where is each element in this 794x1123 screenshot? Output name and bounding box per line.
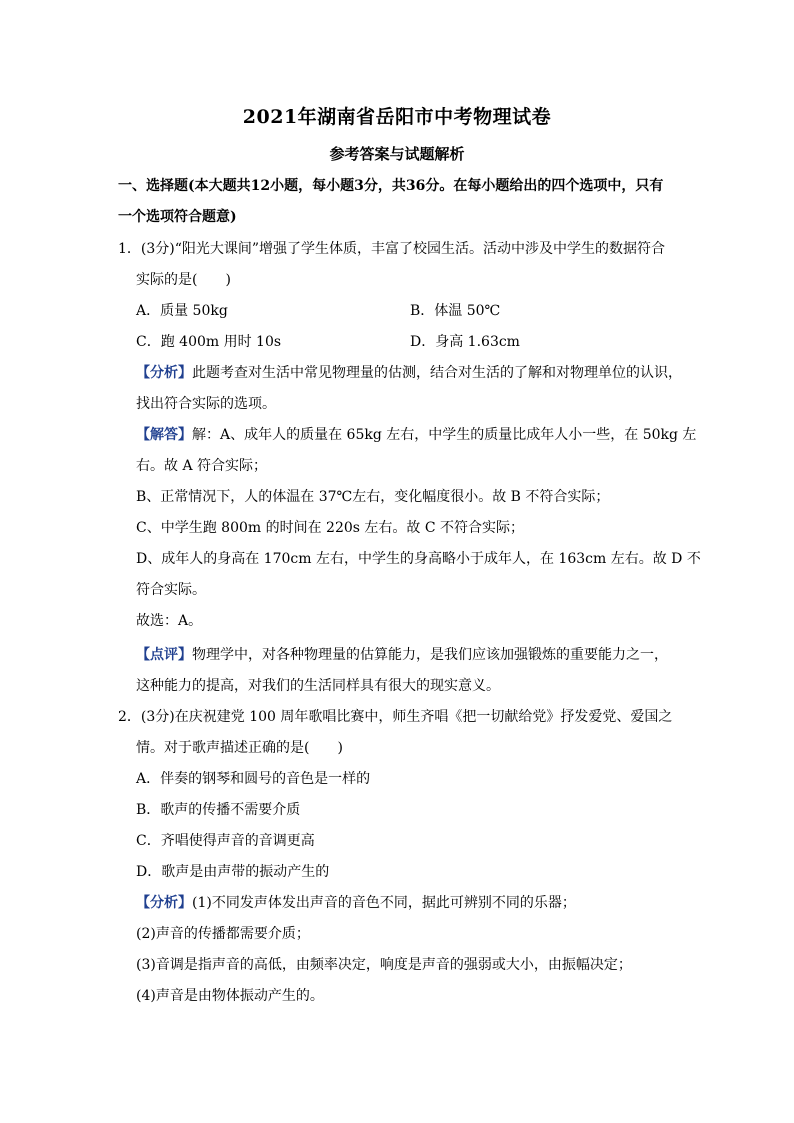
- q2-option-b: B．歌声的传播不需要介质: [136, 802, 301, 818]
- q1-option-d: D．身高 1.63cm: [410, 334, 520, 350]
- q1-stem-cont: 实际的是( ): [136, 272, 231, 288]
- q1-option-c: C．跑 400m 用时 10s: [136, 334, 282, 350]
- page-subtitle: 参考答案与试题解析: [329, 145, 465, 163]
- page-title: 2021年湖南省岳阳市中考物理试卷: [242, 106, 552, 128]
- q1-answer-line2: 右。故 A 符合实际；: [136, 458, 268, 474]
- q1-comment-cont: 这种能力的提高，对我们的生活同样具有很大的现实意义。: [136, 678, 500, 694]
- q1-analysis: [136, 363, 696, 383]
- q1-option-b: B．体温 50℃: [410, 303, 501, 319]
- q2-analysis-line3: (3)音调是指声音的高低，由频率决定，响度是声音的强弱或大小，由振幅决定；: [136, 957, 632, 973]
- q2-option-c: C．齐唱使得声音的音调更高: [136, 833, 315, 849]
- q1-analysis-cont: 找出符合实际的选项。: [136, 396, 276, 412]
- q2-analysis-text: (1)不同发声体发出声音的音色不同，据此可辨别不同的乐器；: [192, 895, 576, 911]
- q1-answer-line3: B、正常情况下，人的体温在 37℃左右，变化幅度很小。故 B 不符合实际；: [136, 489, 610, 505]
- q1-answer-line4: C、中学生跑 800m 的时间在 220s 左右。故 C 不符合实际；: [136, 520, 525, 536]
- q1-answer: [136, 425, 696, 445]
- analysis-tag: 【分析】: [136, 365, 192, 381]
- comment-tag: 【点评】: [136, 647, 192, 663]
- q2-analysis: [136, 893, 696, 913]
- section-heading: 一、选择题(本大题共12小题，每小题3分，共36分。在每小题给出的四个选项中，只有: [118, 178, 664, 194]
- q1-analysis-text: 此题考查对生活中常见物理量的估测，结合对生活的了解和对物理单位的认识，: [192, 365, 682, 381]
- q2-analysis-line2: (2)声音的传播都需要介质；: [136, 926, 310, 942]
- q1-comment: [136, 645, 696, 665]
- q1-answer-text: 解：A、成年人的质量在 65kg 左右，中学生的质量比成年人小一些，在 50kg 左: [192, 427, 697, 443]
- answer-tag: 【解答】: [136, 427, 192, 443]
- q1-option-a: A．质量 50kg: [136, 303, 228, 319]
- q2-stem-cont: 情。对于歌声描述正确的是( ): [136, 740, 343, 756]
- q1-choice: 故选：A。: [136, 613, 203, 629]
- analysis-tag: 【分析】: [136, 895, 192, 911]
- section-heading-cont: 一个选项符合题意): [118, 209, 237, 225]
- q2-analysis-line4: (4)声音是由物体振动产生的。: [136, 988, 324, 1004]
- q1-answer-line6: 符合实际。: [136, 582, 206, 598]
- q2-option-d: D．歌声是由声带的振动产生的: [136, 864, 330, 880]
- q1-stem: 1．(3分)“阳光大课间”增强了学生体质，丰富了校园生活。活动中涉及中学生的数据符合: [118, 241, 666, 257]
- q2-option-a: A．伴奏的钢琴和圆号的音色是一样的: [136, 771, 371, 787]
- q2-stem: 2．(3分)在庆祝建党 100 周年歌唱比赛中，师生齐唱《把一切献给党》抒发爱党、爱国之: [118, 709, 673, 725]
- q1-comment-text: 物理学中，对各种物理量的估算能力，是我们应该加强锻炼的重要能力之一，: [192, 647, 668, 663]
- q1-answer-line5: D、成年人的身高在 170cm 左右，中学生的身高略小于成年人，在 163cm 左右。故 D 不: [136, 551, 701, 567]
